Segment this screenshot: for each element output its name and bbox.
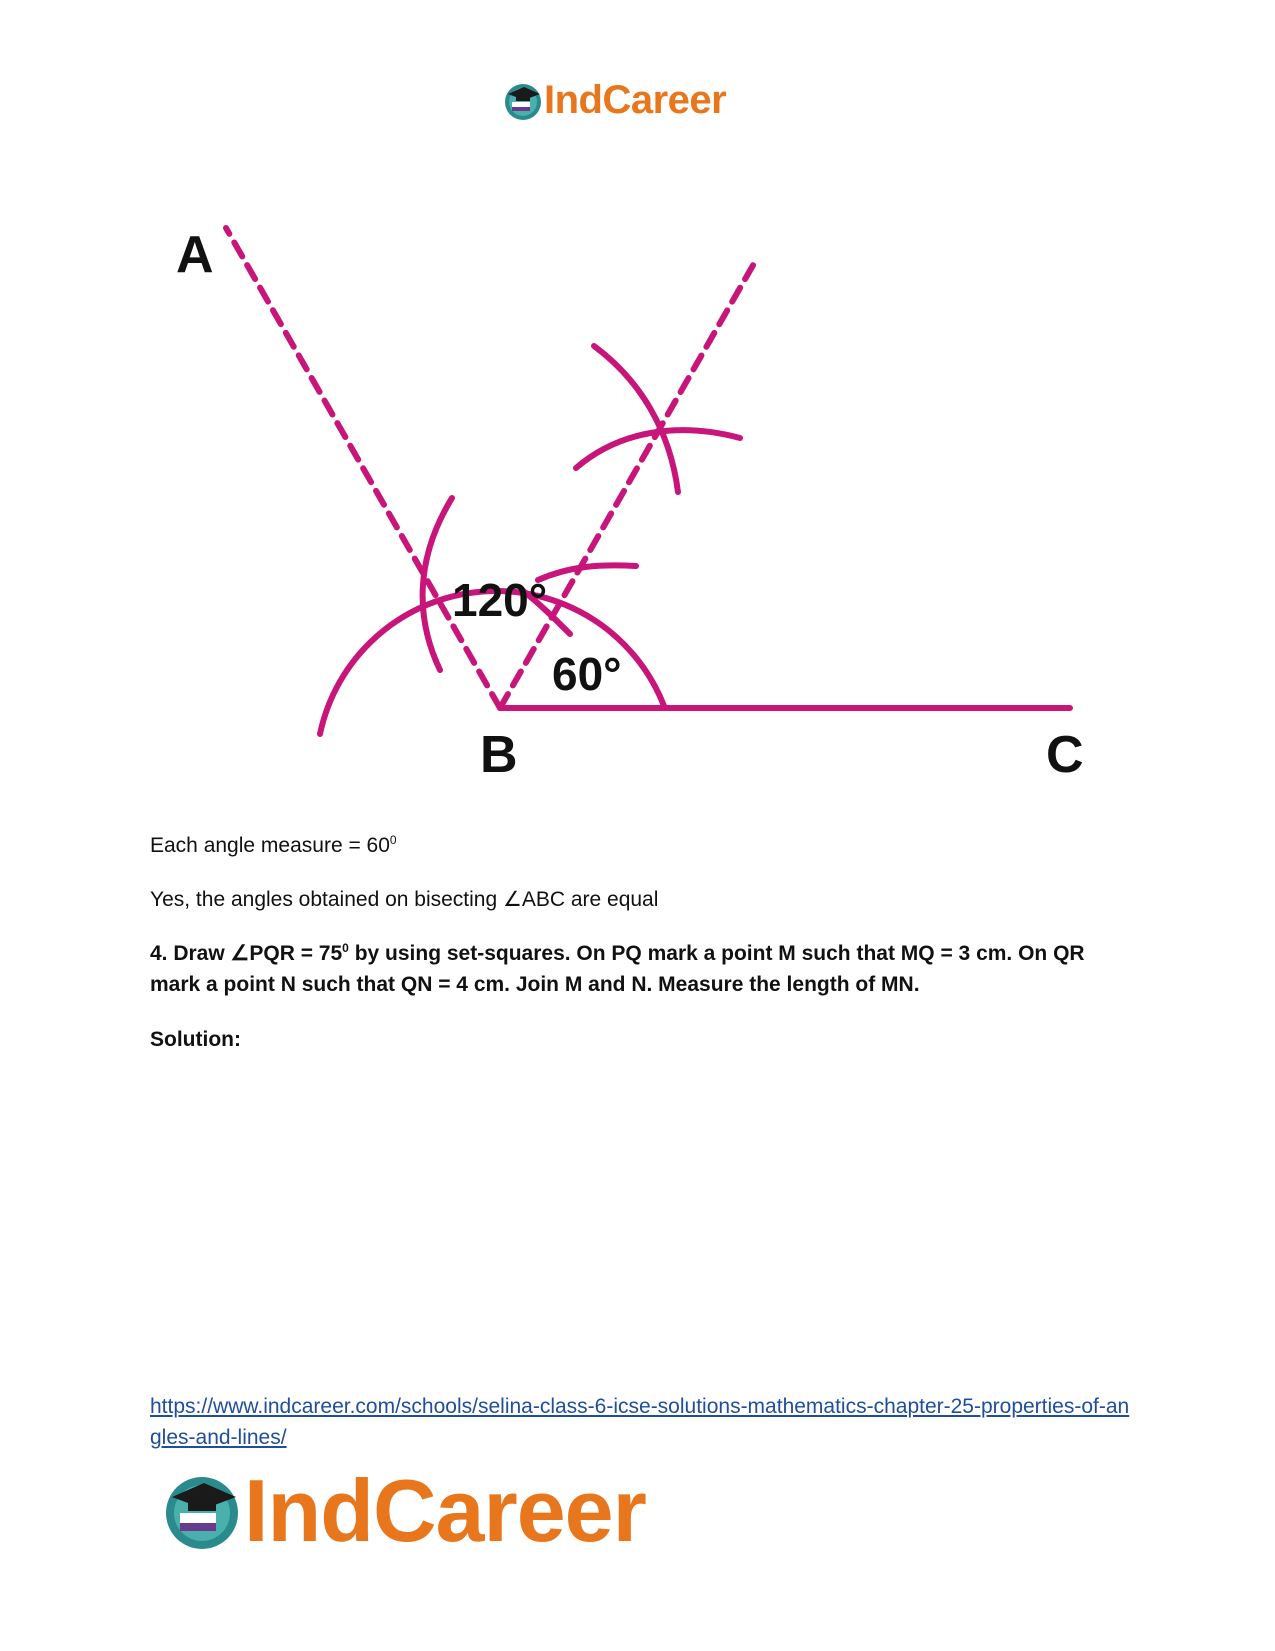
header-logo — [502, 78, 726, 123]
footer-url-link[interactable]: https://www.indcareer.com/schools/selina-class-6-icse-solutions-mathematics-chapter-25-properties-of-angles-and-lines/ — [150, 1395, 1130, 1449]
angle-label-120: 120° — [452, 574, 548, 626]
ray-ba — [226, 228, 500, 708]
header-logo-text: IndCareer — [544, 78, 727, 122]
construction-lines — [226, 228, 1070, 734]
point-label-c: C — [1046, 726, 1084, 780]
question-4-part2: by using set-squares. On PQ mark a point M such that MQ = 3 cm. On QR mark a point N such that QN = 4 cm. Join M and N. Measure the length of MN. — [150, 942, 1085, 996]
question-4-degree: 0 — [342, 941, 349, 955]
bisecting-statement: Yes, the angles obtained on bisecting ∠ABC are equal — [150, 888, 659, 911]
solution-label: Solution: — [150, 1028, 241, 1051]
point-label-a: A — [176, 226, 214, 284]
construction-arc-mid — [538, 565, 636, 580]
footer-logo-text: IndCareer — [244, 1461, 646, 1560]
point-label-b: B — [480, 726, 518, 780]
question-4-part1: 4. Draw ∠PQR = 75 — [150, 942, 343, 965]
bisector-ray — [500, 260, 756, 708]
angle-measure-text: Each angle measure = 60 — [150, 834, 390, 857]
angle-measure-line — [150, 830, 1140, 861]
graduation-cap-globe-icon — [502, 80, 544, 122]
angle-measure-degree: 0 — [389, 833, 397, 847]
graduation-cap-globe-icon — [160, 1469, 244, 1553]
angle-label-60: 60° — [552, 648, 622, 700]
footer-logo — [160, 1460, 646, 1562]
question-4 — [150, 938, 1140, 1000]
angle-bisector-figure — [0, 190, 1275, 780]
footer-link-container — [150, 1391, 1130, 1453]
